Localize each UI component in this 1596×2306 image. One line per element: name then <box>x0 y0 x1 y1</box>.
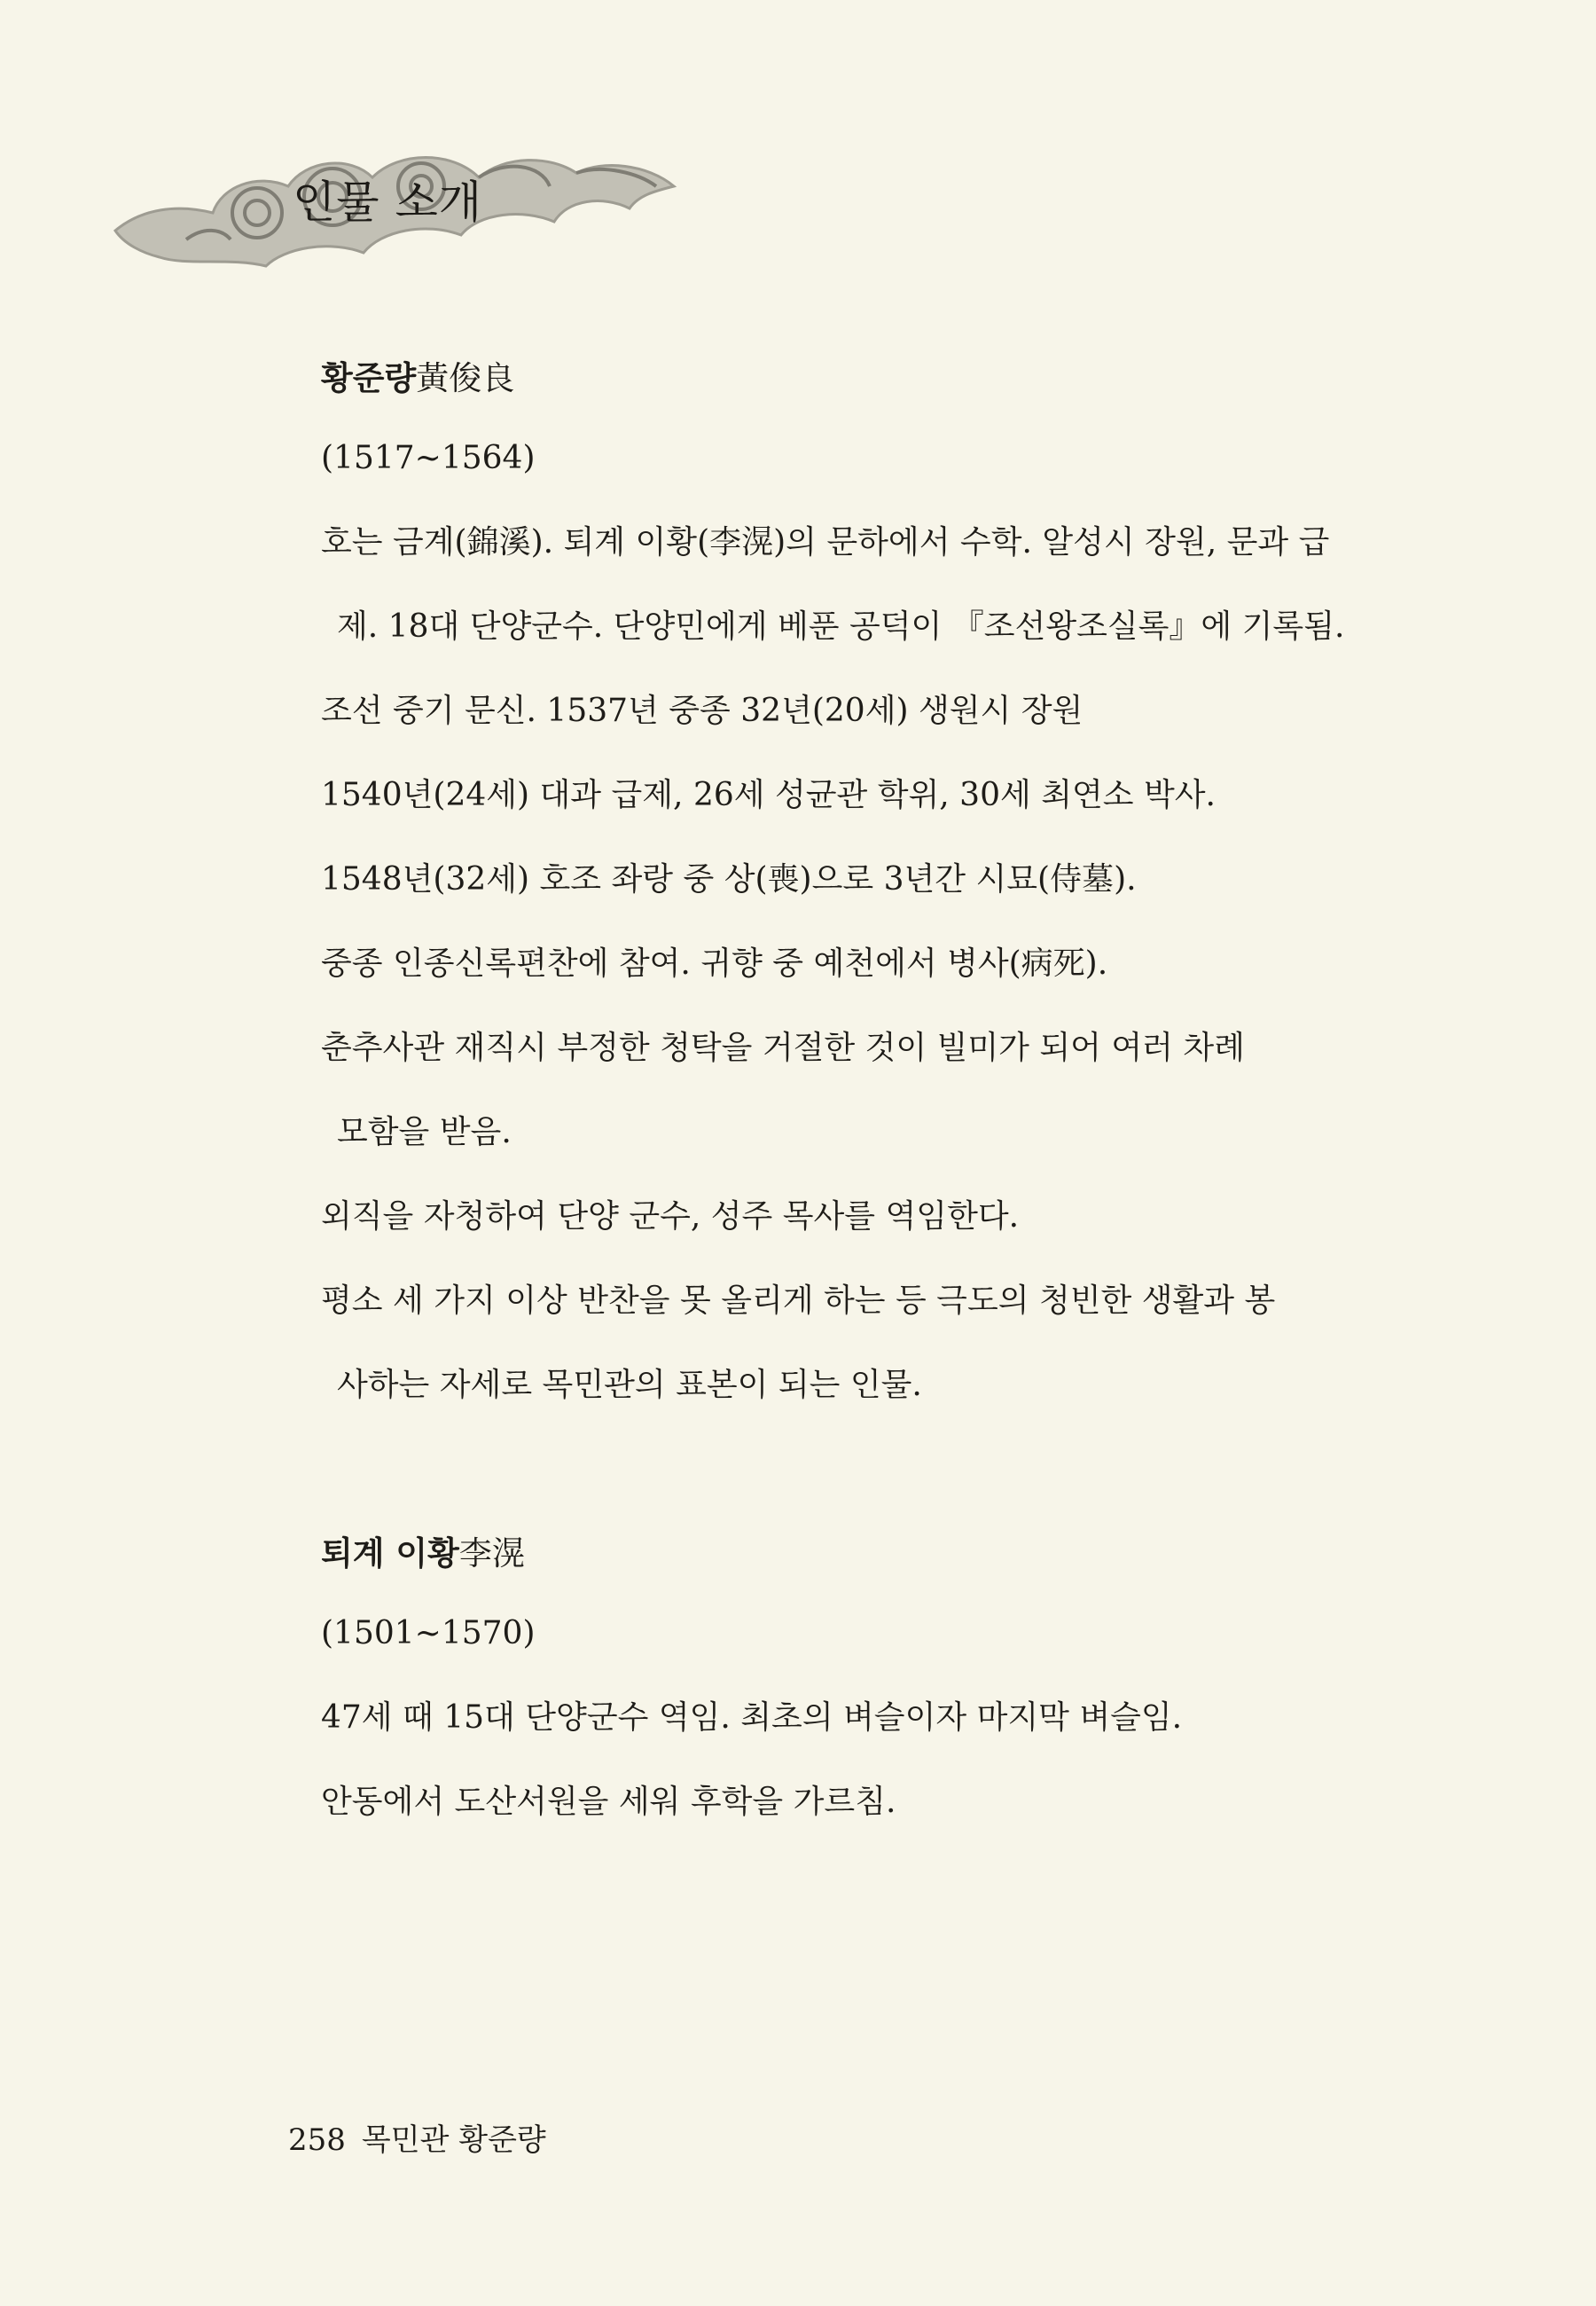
person-name <box>321 341 1429 416</box>
person-entry-hwang-junryang <box>321 341 1429 1427</box>
bio-line: 조선 중기 문신. 1537년 중종 32년(20세) 생원시 장원 <box>321 693 1084 729</box>
bio-line: 평소 세 가지 이상 반찬을 못 올리게 하는 등 극도의 청빈한 생활과 봉 <box>321 1282 1276 1319</box>
page-number: 258 <box>288 2122 346 2158</box>
page-footer <box>288 2115 546 2159</box>
person-years: (1517~1564) <box>321 440 536 476</box>
bio-line: 1540년(24세) 대과 급제, 26세 성균관 학위, 30세 최연소 박사. <box>321 777 1216 813</box>
bio-line: 외직을 자청하여 단양 군수, 성주 목사를 역임한다. <box>321 1198 1020 1235</box>
person-name <box>321 1517 1429 1591</box>
bio-line: 47세 때 15대 단양군수 역임. 최초의 벼슬이자 마지막 벼슬임. <box>321 1699 1183 1736</box>
running-title: 목민관 황준량 <box>361 2122 546 2158</box>
bio-line: 중종 인종신록편찬에 참여. 귀향 중 예천에서 병사(病死). <box>321 945 1108 982</box>
bio-line: 사하는 자세로 목민관의 표본이 되는 인물. <box>337 1367 922 1403</box>
person-name-hangul: 퇴계 이황 <box>321 1534 459 1573</box>
bio-line: 호는 금계(錦溪). 퇴계 이황(李滉)의 문하에서 수학. 알성시 장원, 문과 급 <box>321 524 1330 561</box>
bio-line: 춘추사관 재직시 부정한 청탁을 거절한 것이 빌미가 되어 여러 차례 <box>321 1030 1245 1066</box>
bio-line: 1548년(32세) 호조 좌랑 중 상(喪)으로 3년간 시묘(侍墓). <box>321 861 1137 898</box>
person-name-hanja: 李滉 <box>458 1534 525 1573</box>
bio-line: 모함을 받음. <box>337 1114 512 1150</box>
person-years: (1501~1570) <box>321 1615 536 1651</box>
bio-line: 제. 18대 단양군수. 단양민에게 베푼 공덕이 『조선왕조실록』에 기록됨. <box>337 608 1345 645</box>
person-entry-toegye-yi-hwang <box>321 1517 1429 1844</box>
person-name-hanja: 黃俊良 <box>416 359 515 397</box>
bio-line: 안동에서 도산서원을 세워 후학을 가르침. <box>321 1784 896 1820</box>
section-title: 인물 소개 <box>293 176 483 228</box>
person-name-hangul: 황준량 <box>321 359 417 397</box>
